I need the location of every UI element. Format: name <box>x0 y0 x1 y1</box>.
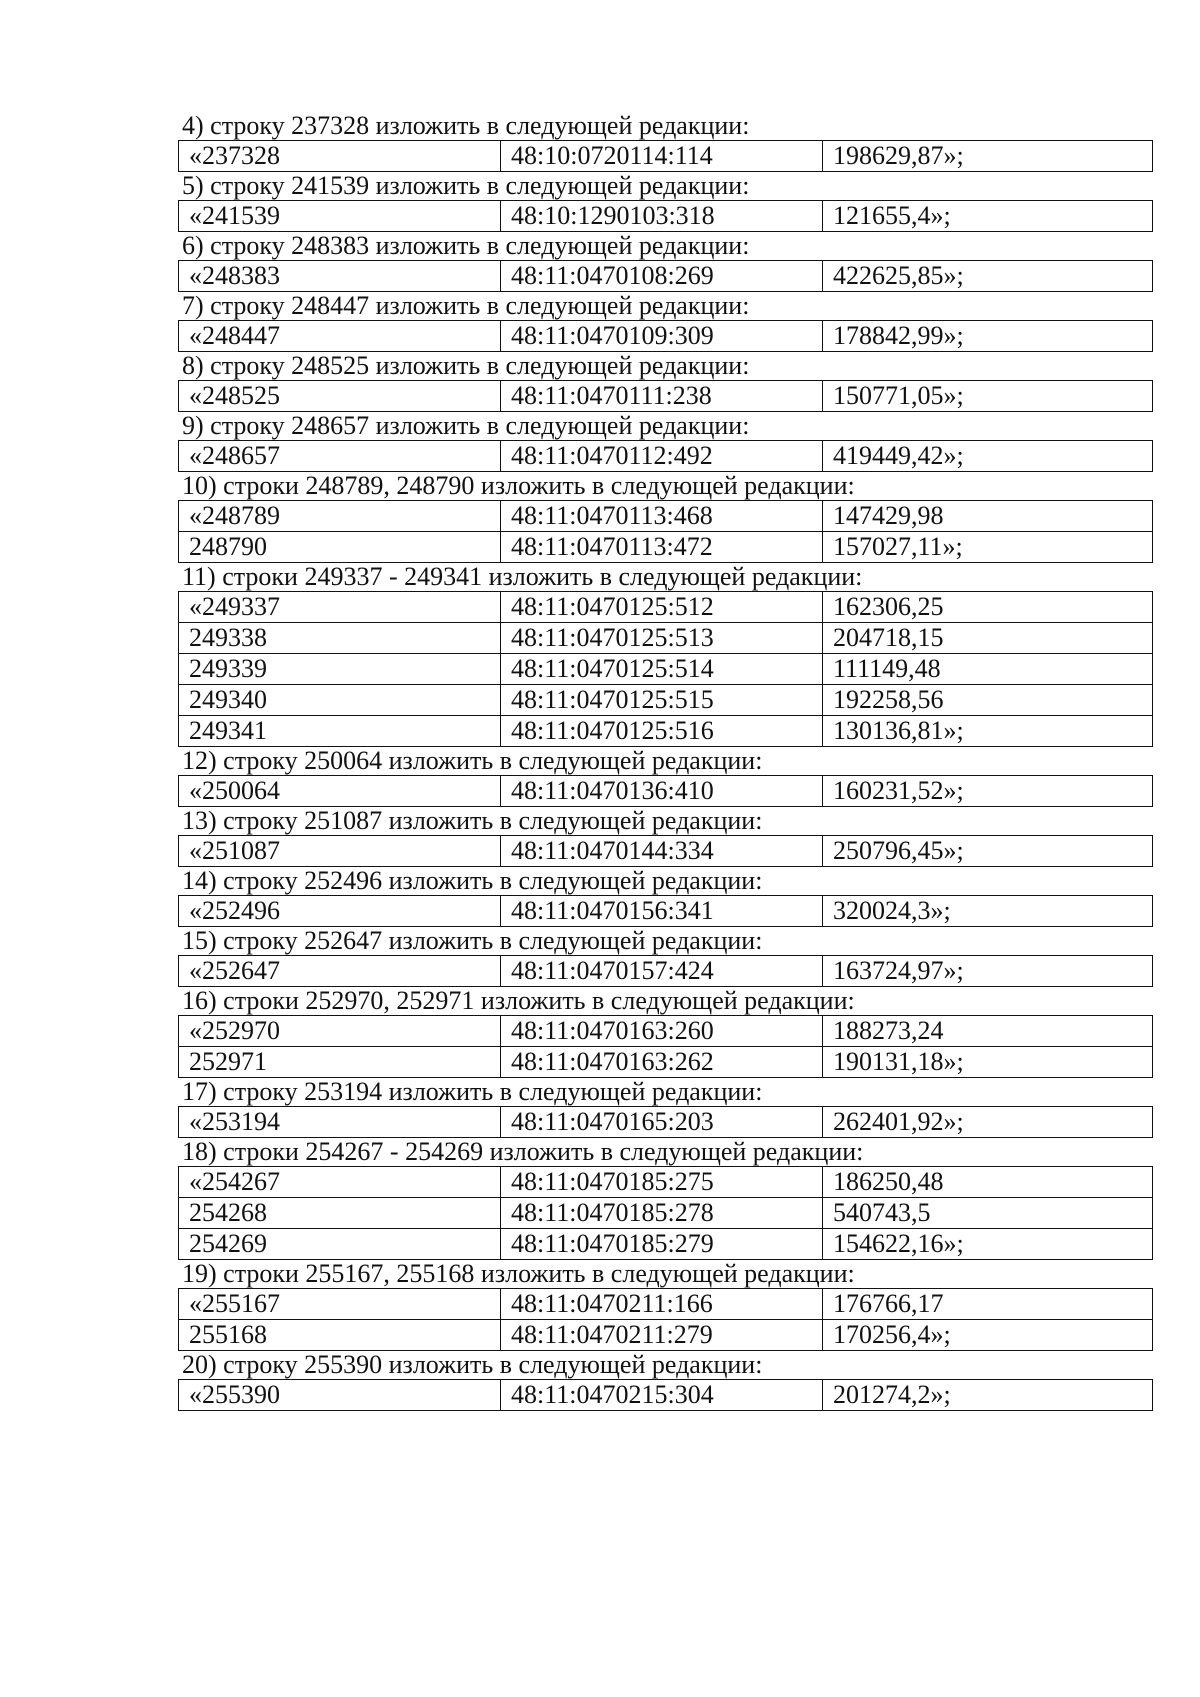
value-cell: 192258,56 <box>823 685 1153 716</box>
value-cell: 121655,4»; <box>823 201 1153 232</box>
value-cell: 163724,97»; <box>823 956 1153 987</box>
amendment-table <box>178 1288 1153 1351</box>
cadastral-number-cell: 48:11:0470111:238 <box>501 381 823 412</box>
amendment-table <box>178 775 1153 807</box>
amendment-table <box>178 440 1153 472</box>
table-row <box>179 501 1153 532</box>
value-cell: 201274,2»; <box>823 1380 1153 1411</box>
table-row <box>179 261 1153 292</box>
amendment-table <box>178 895 1153 927</box>
cadastral-number-cell: 48:11:0470136:410 <box>501 776 823 807</box>
section-heading: 19) строки 255167, 255168 изложить в следующей редакции: <box>182 1259 855 1288</box>
table-row <box>179 141 1153 172</box>
document-body <box>176 112 1152 1411</box>
cadastral-number-cell: 48:11:0470112:492 <box>501 441 823 472</box>
value-cell: 160231,52»; <box>823 776 1153 807</box>
table-row <box>179 1198 1153 1229</box>
amendment-table <box>178 1379 1153 1411</box>
row-number-cell: «248657 <box>179 441 501 472</box>
section-heading: 17) строку 253194 изложить в следующей редакции: <box>182 1077 763 1106</box>
value-cell: 162306,25 <box>823 592 1153 623</box>
row-number-cell: 252971 <box>179 1047 501 1078</box>
value-cell: 150771,05»; <box>823 381 1153 412</box>
row-number-cell: «248383 <box>179 261 501 292</box>
cadastral-number-cell: 48:11:0470156:341 <box>501 896 823 927</box>
amendment-table <box>178 1106 1153 1138</box>
table-row <box>179 592 1153 623</box>
row-number-cell: «255167 <box>179 1289 501 1320</box>
section-heading: 12) строку 250064 изложить в следующей редакции: <box>182 746 763 775</box>
row-number-cell: «248525 <box>179 381 501 412</box>
row-number-cell: 249341 <box>179 716 501 747</box>
cadastral-number-cell: 48:11:0470215:304 <box>501 1380 823 1411</box>
table-row <box>179 201 1153 232</box>
table-row <box>179 1047 1153 1078</box>
cadastral-number-cell: 48:11:0470125:516 <box>501 716 823 747</box>
row-number-cell: 249338 <box>179 623 501 654</box>
amendment-table <box>178 140 1153 172</box>
cadastral-number-cell: 48:11:0470163:262 <box>501 1047 823 1078</box>
section-heading: 16) строки 252970, 252971 изложить в следующей редакции: <box>182 986 855 1015</box>
amendment-table <box>178 320 1153 352</box>
row-number-cell: «248789 <box>179 501 501 532</box>
amendment-table <box>178 1015 1153 1078</box>
value-cell: 204718,15 <box>823 623 1153 654</box>
value-cell: 186250,48 <box>823 1167 1153 1198</box>
cadastral-number-cell: 48:11:0470125:515 <box>501 685 823 716</box>
row-number-cell: 248790 <box>179 532 501 563</box>
section-heading: 15) строку 252647 изложить в следующей редакции: <box>182 926 763 955</box>
section-heading: 10) строки 248789, 248790 изложить в следующей редакции: <box>182 471 855 500</box>
value-cell: 147429,98 <box>823 501 1153 532</box>
row-number-cell: «255390 <box>179 1380 501 1411</box>
row-number-cell: «252647 <box>179 956 501 987</box>
section-heading: 4) строку 237328 изложить в следующей редакции: <box>182 111 750 140</box>
value-cell: 154622,16»; <box>823 1229 1153 1260</box>
cadastral-number-cell: 48:11:0470144:334 <box>501 836 823 867</box>
cadastral-number-cell: 48:10:0720114:114 <box>501 141 823 172</box>
amendment-table <box>178 835 1153 867</box>
cadastral-number-cell: 48:11:0470185:279 <box>501 1229 823 1260</box>
cadastral-number-cell: 48:11:0470125:513 <box>501 623 823 654</box>
row-number-cell: «237328 <box>179 141 501 172</box>
section-heading: 6) строку 248383 изложить в следующей редакции: <box>182 231 750 260</box>
table-row <box>179 716 1153 747</box>
row-number-cell: 249339 <box>179 654 501 685</box>
row-number-cell: «253194 <box>179 1107 501 1138</box>
amendment-table <box>178 1166 1153 1260</box>
table-row <box>179 654 1153 685</box>
cadastral-number-cell: 48:11:0470163:260 <box>501 1016 823 1047</box>
amendment-table <box>178 500 1153 563</box>
value-cell: 190131,18»; <box>823 1047 1153 1078</box>
table-row <box>179 1320 1153 1351</box>
section-heading: 8) строку 248525 изложить в следующей редакции: <box>182 351 750 380</box>
cadastral-number-cell: 48:11:0470125:512 <box>501 592 823 623</box>
row-number-cell: «252970 <box>179 1016 501 1047</box>
value-cell: 111149,48 <box>823 654 1153 685</box>
cadastral-number-cell: 48:11:0470113:468 <box>501 501 823 532</box>
section-heading: 9) строку 248657 изложить в следующей редакции: <box>182 411 750 440</box>
table-row <box>179 1229 1153 1260</box>
value-cell: 130136,81»; <box>823 716 1153 747</box>
table-row <box>179 956 1153 987</box>
section-heading: 18) строки 254267 - 254269 изложить в следующей редакции: <box>182 1137 864 1166</box>
cadastral-number-cell: 48:11:0470108:269 <box>501 261 823 292</box>
row-number-cell: «241539 <box>179 201 501 232</box>
amendment-table <box>178 260 1153 292</box>
amendment-table <box>178 380 1153 412</box>
value-cell: 170256,4»; <box>823 1320 1153 1351</box>
cadastral-number-cell: 48:11:0470211:166 <box>501 1289 823 1320</box>
cadastral-number-cell: 48:11:0470157:424 <box>501 956 823 987</box>
value-cell: 262401,92»; <box>823 1107 1153 1138</box>
row-number-cell: «254267 <box>179 1167 501 1198</box>
cadastral-number-cell: 48:11:0470125:514 <box>501 654 823 685</box>
cadastral-number-cell: 48:11:0470109:309 <box>501 321 823 352</box>
table-row <box>179 381 1153 412</box>
row-number-cell: 254269 <box>179 1229 501 1260</box>
table-row <box>179 1016 1153 1047</box>
cadastral-number-cell: 48:11:0470211:279 <box>501 1320 823 1351</box>
section-heading: 5) строку 241539 изложить в следующей редакции: <box>182 171 750 200</box>
cadastral-number-cell: 48:11:0470113:472 <box>501 532 823 563</box>
amendment-table <box>178 591 1153 747</box>
section-heading: 14) строку 252496 изложить в следующей редакции: <box>182 866 763 895</box>
table-row <box>179 685 1153 716</box>
row-number-cell: «248447 <box>179 321 501 352</box>
table-row <box>179 1289 1153 1320</box>
table-row <box>179 1380 1153 1411</box>
row-number-cell: 254268 <box>179 1198 501 1229</box>
table-row <box>179 441 1153 472</box>
value-cell: 178842,99»; <box>823 321 1153 352</box>
row-number-cell: 255168 <box>179 1320 501 1351</box>
table-row <box>179 896 1153 927</box>
amendment-table <box>178 955 1153 987</box>
cadastral-number-cell: 48:10:1290103:318 <box>501 201 823 232</box>
cadastral-number-cell: 48:11:0470185:275 <box>501 1167 823 1198</box>
value-cell: 422625,85»; <box>823 261 1153 292</box>
table-row <box>179 1167 1153 1198</box>
table-row <box>179 532 1153 563</box>
value-cell: 540743,5 <box>823 1198 1153 1229</box>
value-cell: 320024,3»; <box>823 896 1153 927</box>
value-cell: 176766,17 <box>823 1289 1153 1320</box>
cadastral-number-cell: 48:11:0470165:203 <box>501 1107 823 1138</box>
row-number-cell: «252496 <box>179 896 501 927</box>
amendment-table <box>178 200 1153 232</box>
value-cell: 419449,42»; <box>823 441 1153 472</box>
value-cell: 250796,45»; <box>823 836 1153 867</box>
row-number-cell: 249340 <box>179 685 501 716</box>
value-cell: 188273,24 <box>823 1016 1153 1047</box>
section-heading: 13) строку 251087 изложить в следующей редакции: <box>182 806 763 835</box>
row-number-cell: «250064 <box>179 776 501 807</box>
row-number-cell: «249337 <box>179 592 501 623</box>
table-row <box>179 623 1153 654</box>
value-cell: 157027,11»; <box>823 532 1153 563</box>
section-heading: 11) строки 249337 - 249341 изложить в следующей редакции: <box>182 562 863 591</box>
table-row <box>179 321 1153 352</box>
cadastral-number-cell: 48:11:0470185:278 <box>501 1198 823 1229</box>
section-heading: 20) строку 255390 изложить в следующей редакции: <box>182 1350 763 1379</box>
section-heading: 7) строку 248447 изложить в следующей редакции: <box>182 291 750 320</box>
value-cell: 198629,87»; <box>823 141 1153 172</box>
table-row <box>179 836 1153 867</box>
table-row <box>179 1107 1153 1138</box>
row-number-cell: «251087 <box>179 836 501 867</box>
table-row <box>179 776 1153 807</box>
